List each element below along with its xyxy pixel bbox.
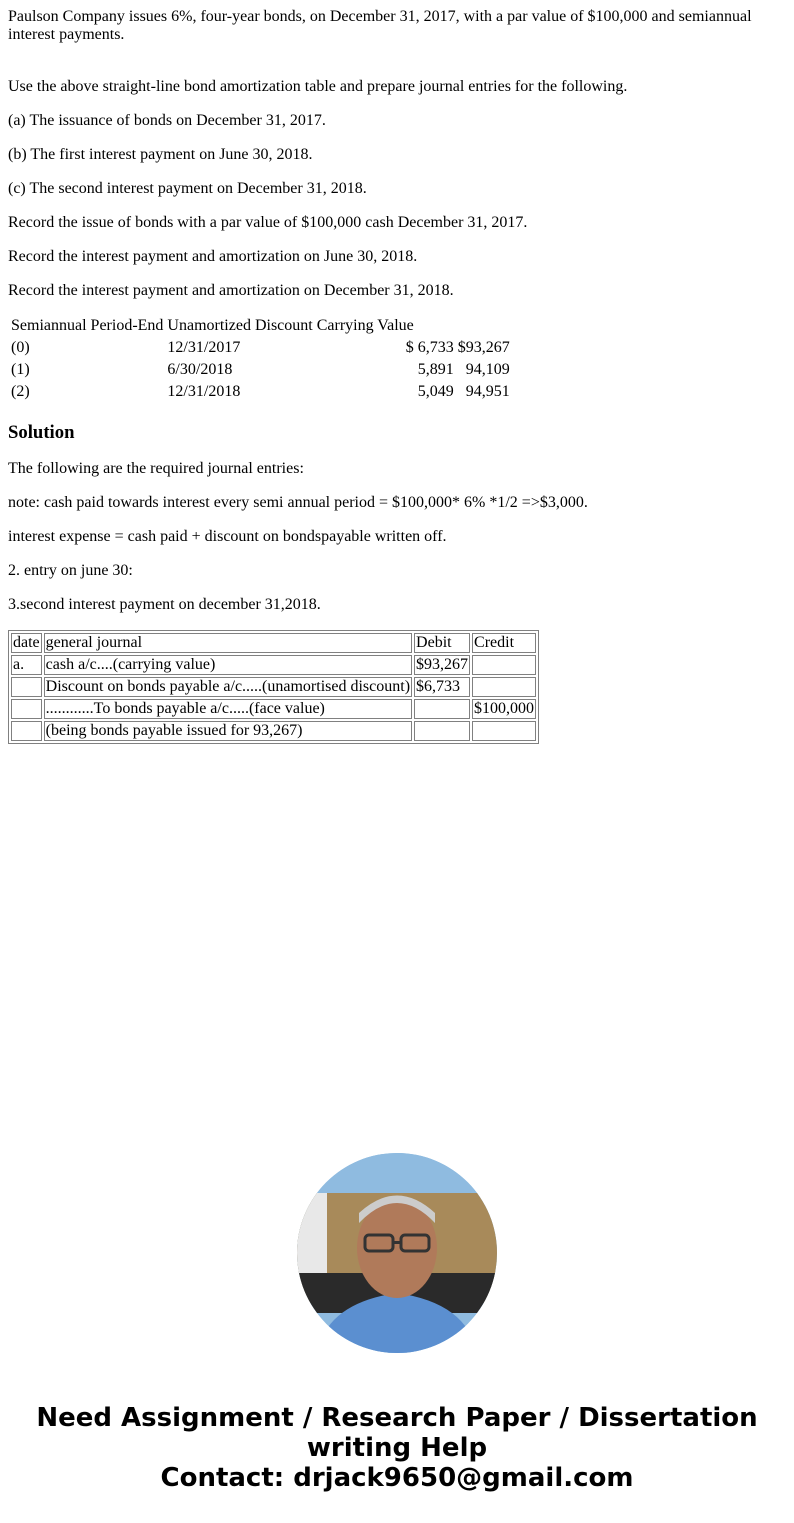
table-row bbox=[11, 721, 536, 741]
cell: cash a/c....(carrying value) bbox=[44, 655, 412, 675]
header-cell: Unamortized Discount bbox=[167, 317, 313, 334]
cell: 12/31/2018 bbox=[167, 383, 241, 400]
cell: $6,733 bbox=[414, 677, 470, 697]
table-header bbox=[11, 633, 536, 653]
cell bbox=[11, 721, 42, 741]
table-row bbox=[10, 382, 511, 402]
cell: (2) bbox=[11, 383, 30, 400]
cell: 94,951 bbox=[465, 383, 510, 400]
paragraph: (a) The issuance of bonds on December 31, 2017. bbox=[8, 112, 326, 129]
cell bbox=[472, 677, 536, 697]
cell: 6/30/2018 bbox=[167, 361, 233, 378]
cell bbox=[405, 360, 415, 380]
header-cell: general journal bbox=[44, 633, 412, 653]
header-cell: date bbox=[13, 634, 40, 651]
cell: 6,733 bbox=[417, 339, 454, 356]
header-cell: Semiannual Period-End bbox=[11, 317, 164, 334]
table-row bbox=[10, 338, 511, 358]
cell: 12/31/2017 bbox=[167, 339, 241, 356]
cell bbox=[405, 382, 415, 402]
cell: Discount on bonds payable a/c.....(unamortised discount) bbox=[45, 678, 411, 695]
document bbox=[8, 8, 786, 744]
cell: 94,109 bbox=[465, 361, 510, 378]
footer-contact: Contact: drjack9650@gmail.com bbox=[160, 1463, 634, 1493]
header-cell: Credit bbox=[472, 633, 536, 653]
cell: a. bbox=[11, 655, 42, 675]
paragraph: (b) The first interest payment on June 30, 2018. bbox=[8, 146, 313, 163]
cell bbox=[414, 699, 470, 719]
cell bbox=[472, 655, 536, 675]
cell bbox=[11, 677, 42, 697]
currency: $ bbox=[457, 339, 466, 356]
journal-table bbox=[8, 630, 539, 744]
amortization-table bbox=[8, 314, 513, 404]
paragraph: The following are the required journal entries: bbox=[8, 460, 304, 477]
paragraph: Record the issue of bonds with a par value of $100,000 cash December 31, 2017. bbox=[8, 214, 528, 231]
cell bbox=[414, 721, 470, 741]
cell bbox=[472, 721, 536, 741]
value: 93,267 bbox=[465, 339, 510, 356]
table-row bbox=[11, 677, 536, 697]
paragraph: interest expense = cash paid + discount on bondspayable written off. bbox=[8, 528, 447, 545]
cell: $93,267 bbox=[416, 656, 469, 673]
cell: (1) bbox=[11, 361, 30, 378]
cell: $100,000 bbox=[474, 700, 535, 717]
cell: $ bbox=[405, 339, 414, 356]
cell: ............To bonds payable a/c.....(face value) bbox=[44, 699, 412, 719]
table-row bbox=[11, 655, 536, 675]
paragraph: Record the interest payment and amortization on December 31, 2018. bbox=[8, 282, 454, 299]
question-intro: Paulson Company issues 6%, four-year bonds, on December 31, 2017, with a par value of $100,000 and semiannual interest payments. bbox=[8, 8, 752, 43]
paragraph: Record the interest payment and amortization on June 30, 2018. bbox=[8, 248, 418, 265]
paragraph: (c) The second interest payment on December 31, 2018. bbox=[8, 180, 367, 197]
cell: (being bonds payable issued for 93,267) bbox=[44, 721, 412, 741]
table-header bbox=[10, 316, 511, 336]
cell bbox=[11, 699, 42, 719]
cell: 5,891 bbox=[417, 361, 454, 378]
header-cell: Carrying Value bbox=[316, 317, 414, 334]
cell: 5,049 bbox=[417, 383, 454, 400]
solution-heading: Solution bbox=[8, 422, 75, 443]
table-row bbox=[10, 360, 511, 380]
cell: (0) bbox=[11, 339, 30, 356]
paragraph: note: cash paid towards interest every semi annual period = $100,000* 6% *1/2 =>$3,000. bbox=[8, 494, 588, 511]
cell bbox=[457, 338, 511, 358]
paragraph: 2. entry on june 30: bbox=[8, 562, 133, 579]
paragraph: 3.second interest payment on december 31,2018. bbox=[8, 596, 321, 613]
author-photo bbox=[297, 1153, 497, 1353]
footer-line: Need Assignment / Research Paper / Dissertation writing Help bbox=[36, 1403, 758, 1463]
footer-banner bbox=[0, 1403, 794, 1493]
table-row bbox=[11, 699, 536, 719]
paragraph: Use the above straight-line bond amortization table and prepare journal entries for the following. bbox=[8, 78, 628, 95]
header-cell: Debit bbox=[414, 633, 470, 653]
